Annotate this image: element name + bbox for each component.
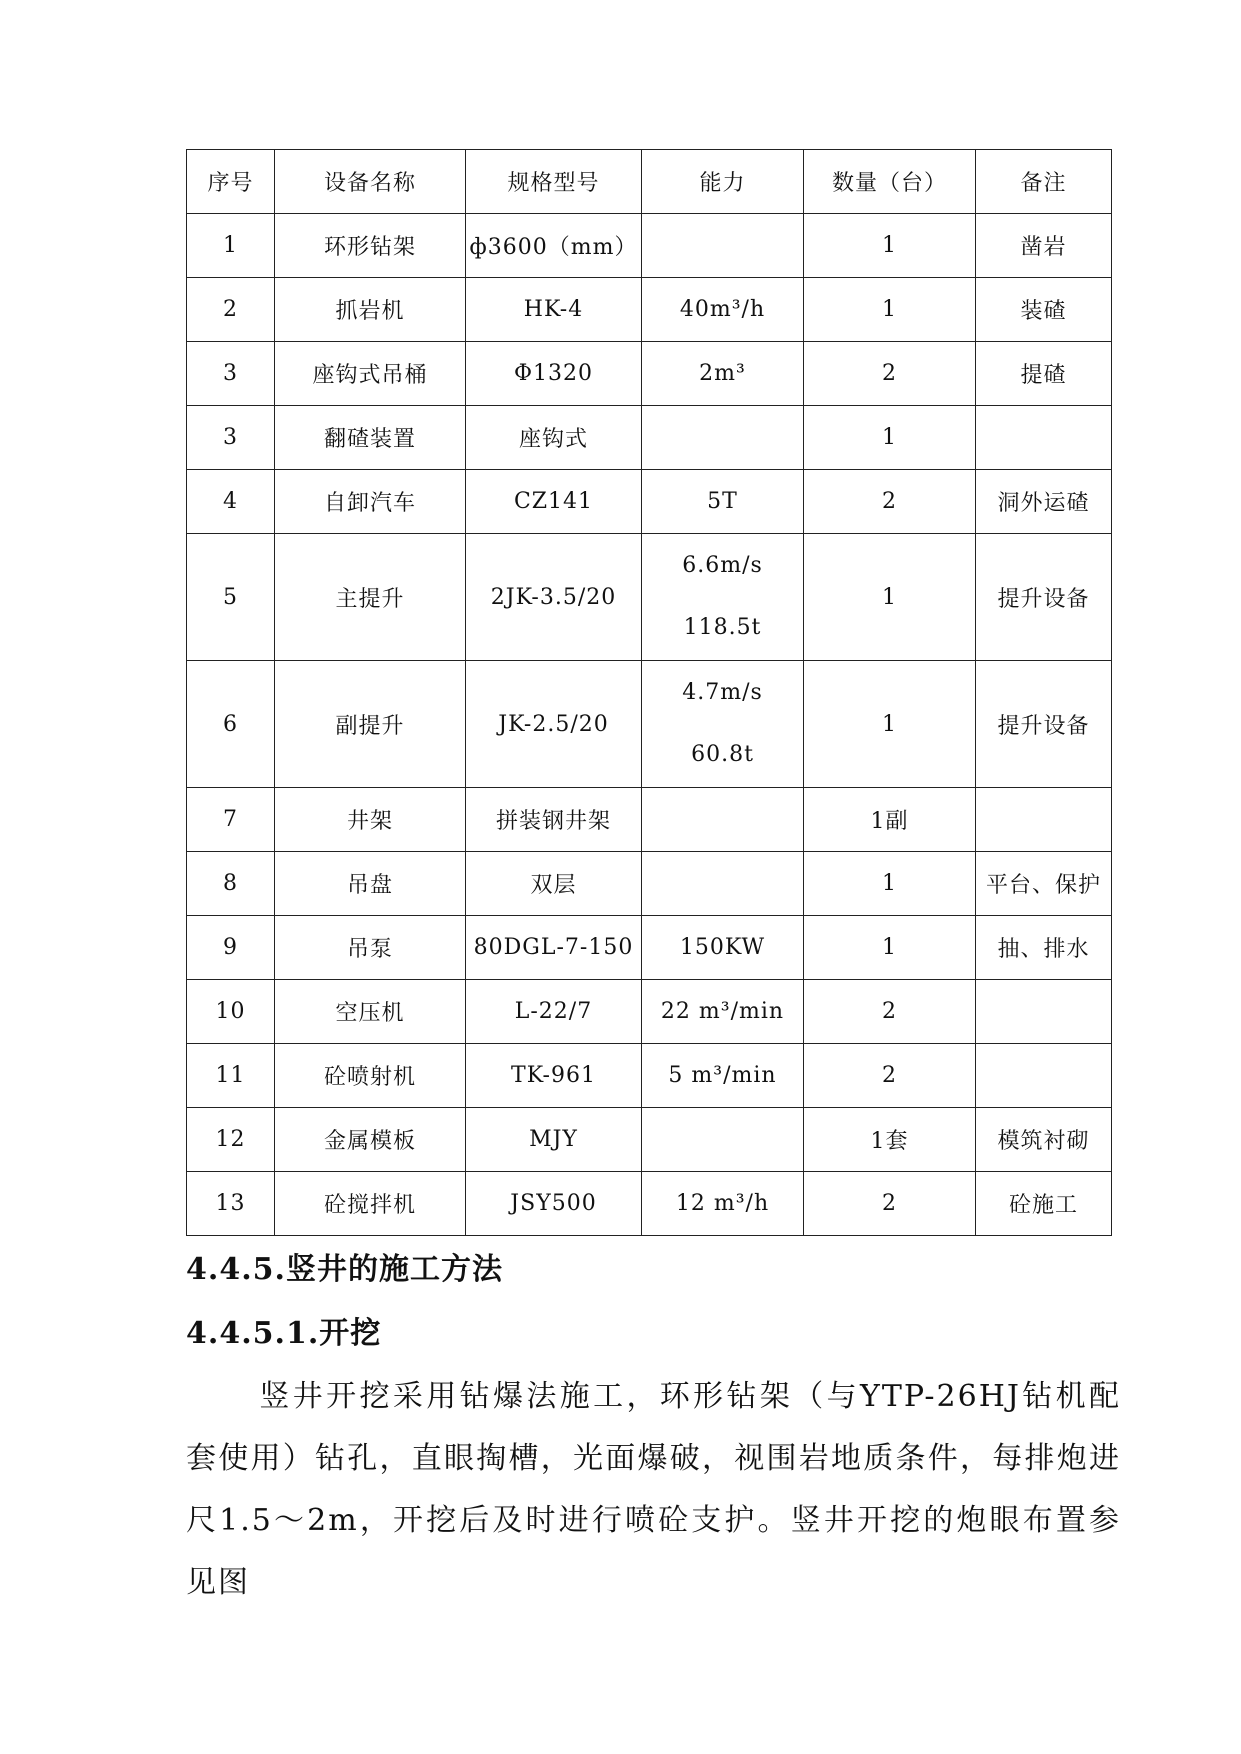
cell-name: 吊泵 <box>275 916 466 980</box>
capacity-line: 22 m³/min <box>660 998 785 1024</box>
cell-qty: 1副 <box>804 788 976 852</box>
cell-capacity <box>642 534 804 661</box>
table-row <box>187 980 1112 1044</box>
cell-spec: TK-961 <box>466 1044 642 1108</box>
cell-no: 10 <box>187 980 275 1044</box>
header-no: 序号 <box>187 150 275 214</box>
cell-name: 座钩式吊桶 <box>275 342 466 406</box>
capacity-line: 5 m³/min <box>668 1062 777 1088</box>
cell-remark: 装碴 <box>976 278 1112 342</box>
capacity-line: 150KW <box>679 934 766 960</box>
header-capacity: 能力 <box>642 150 804 214</box>
cell-name: 砼喷射机 <box>275 1044 466 1108</box>
capacity-line: 6.6m/s <box>682 553 763 578</box>
header-qty: 数量（台） <box>804 150 976 214</box>
table-row <box>187 406 1112 470</box>
table-row <box>187 1172 1112 1236</box>
cell-qty: 1 <box>804 852 976 916</box>
cell-spec: MJY <box>466 1108 642 1172</box>
table-row <box>187 534 1112 661</box>
cell-capacity <box>642 1044 804 1108</box>
cell-no: 6 <box>187 661 275 788</box>
table-row <box>187 661 1112 788</box>
cell-spec: JK-2.5/20 <box>466 661 642 788</box>
cell-capacity <box>642 980 804 1044</box>
table-row <box>187 470 1112 534</box>
cell-remark: 凿岩 <box>976 214 1112 278</box>
header-remark: 备注 <box>976 150 1112 214</box>
cell-name: 主提升 <box>275 534 466 661</box>
cell-capacity <box>642 470 804 534</box>
section-heading: 4.4.5.竖井的施工方法 <box>186 1252 503 1287</box>
table-row <box>187 342 1112 406</box>
cell-capacity <box>642 852 804 916</box>
cell-no: 13 <box>187 1172 275 1236</box>
cell-no: 8 <box>187 852 275 916</box>
cell-qty: 1 <box>804 406 976 470</box>
cell-remark <box>976 788 1112 852</box>
cell-capacity <box>642 788 804 852</box>
cell-capacity <box>642 1108 804 1172</box>
capacity-line: 4.7m/s <box>682 680 763 705</box>
cell-no: 2 <box>187 278 275 342</box>
cell-spec: 80DGL-7-150 <box>466 916 642 980</box>
cell-qty: 1 <box>804 916 976 980</box>
cell-name: 副提升 <box>275 661 466 788</box>
table-body <box>187 214 1112 1236</box>
cell-no: 9 <box>187 916 275 980</box>
capacity-line: 2m³ <box>699 360 746 386</box>
cell-remark <box>976 980 1112 1044</box>
cell-spec: 双层 <box>466 852 642 916</box>
table-row <box>187 1044 1112 1108</box>
cell-name: 抓岩机 <box>275 278 466 342</box>
capacity-line: 12 m³/h <box>675 1190 770 1216</box>
table-row <box>187 788 1112 852</box>
cell-capacity <box>642 661 804 788</box>
table-row <box>187 278 1112 342</box>
cell-qty: 2 <box>804 470 976 534</box>
table-header-row <box>187 150 1112 214</box>
cell-spec: 拼装钢井架 <box>466 788 642 852</box>
cell-no: 5 <box>187 534 275 661</box>
cell-qty: 2 <box>804 342 976 406</box>
cell-no: 12 <box>187 1108 275 1172</box>
cell-qty: 2 <box>804 1044 976 1108</box>
equipment-table <box>186 149 1112 1236</box>
cell-capacity <box>642 916 804 980</box>
cell-remark: 模筑衬砌 <box>976 1108 1112 1172</box>
cell-name: 空压机 <box>275 980 466 1044</box>
cell-no: 3 <box>187 406 275 470</box>
cell-spec: ф3600（mm） <box>466 214 642 278</box>
cell-remark: 提碴 <box>976 342 1112 406</box>
cell-spec: L-22/7 <box>466 980 642 1044</box>
table-row <box>187 852 1112 916</box>
table-row <box>187 1108 1112 1172</box>
cell-no: 3 <box>187 342 275 406</box>
cell-no: 11 <box>187 1044 275 1108</box>
cell-qty: 1 <box>804 661 976 788</box>
cell-qty: 1套 <box>804 1108 976 1172</box>
cell-name: 砼搅拌机 <box>275 1172 466 1236</box>
cell-spec: 座钩式 <box>466 406 642 470</box>
cell-spec: Φ1320 <box>466 342 642 406</box>
cell-qty: 1 <box>804 534 976 661</box>
cell-remark: 抽、排水 <box>976 916 1112 980</box>
cell-remark: 提升设备 <box>976 661 1112 788</box>
cell-qty: 1 <box>804 278 976 342</box>
cell-no: 1 <box>187 214 275 278</box>
cell-name: 自卸汽车 <box>275 470 466 534</box>
subsection-heading: 4.4.5.1.开挖 <box>186 1316 382 1351</box>
cell-remark: 洞外运碴 <box>976 470 1112 534</box>
cell-spec: HK-4 <box>466 278 642 342</box>
cell-qty: 2 <box>804 980 976 1044</box>
cell-capacity <box>642 278 804 342</box>
capacity-line: 5T <box>707 488 738 514</box>
cell-name: 翻碴装置 <box>275 406 466 470</box>
paragraph-text: 竖井开挖采用钻爆法施工，环形钻架（与YTP-26HJ钻机配套使用）钻孔，直眼掏槽，光面爆破，视围岩地质条件，每排炮进尺1.5～2m，开挖后及时进行喷砼支护。竖井开挖的炮眼布置参见图 <box>186 1379 1121 1600</box>
cell-name: 吊盘 <box>275 852 466 916</box>
cell-qty: 1 <box>804 214 976 278</box>
cell-spec: CZ141 <box>466 470 642 534</box>
cell-capacity <box>642 1172 804 1236</box>
capacity-line: 118.5t <box>683 615 762 640</box>
cell-name: 金属模板 <box>275 1108 466 1172</box>
cell-remark: 提升设备 <box>976 534 1112 661</box>
cell-spec: 2JK-3.5/20 <box>466 534 642 661</box>
table-row <box>187 214 1112 278</box>
cell-remark <box>976 406 1112 470</box>
header-name: 设备名称 <box>275 150 466 214</box>
cell-capacity <box>642 406 804 470</box>
capacity-line: 40m³/h <box>679 296 766 322</box>
cell-remark: 平台、保护 <box>976 852 1112 916</box>
header-spec: 规格型号 <box>466 150 642 214</box>
table-row <box>187 916 1112 980</box>
cell-qty: 2 <box>804 1172 976 1236</box>
cell-capacity <box>642 342 804 406</box>
cell-spec: JSY500 <box>466 1172 642 1236</box>
capacity-line: 60.8t <box>691 742 754 767</box>
cell-no: 4 <box>187 470 275 534</box>
cell-name: 井架 <box>275 788 466 852</box>
cell-capacity <box>642 214 804 278</box>
cell-remark <box>976 1044 1112 1108</box>
cell-remark: 砼施工 <box>976 1172 1112 1236</box>
cell-name: 环形钻架 <box>275 214 466 278</box>
body-paragraph <box>186 1366 1121 1614</box>
cell-no: 7 <box>187 788 275 852</box>
